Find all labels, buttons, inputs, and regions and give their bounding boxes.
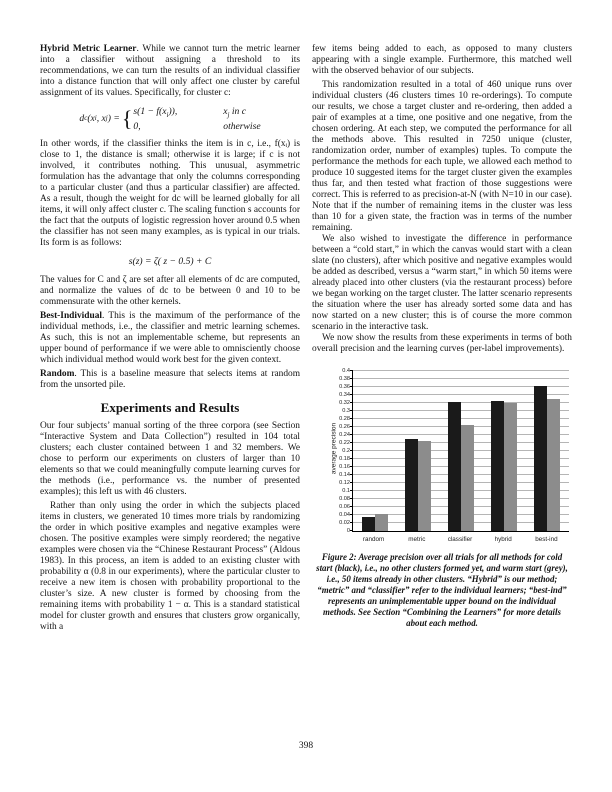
y-tick-mark — [350, 434, 353, 435]
y-tick-label: 0.12 — [339, 480, 350, 486]
figure2-caption: Figure 2: Average precision over all trials for all methods for cold start (black), i.e., no other clusters formed yet, and warm start (grey), i.e., 50 items already in other clusters. “Hybrid” is our method; “metric” and “classifier” refer to the individual learners; “best-ind” represents an unimplementable upper bound on the individual methods. See Section “Combining the Learners” for more details about each method. — [316, 552, 568, 628]
y-tick-label: 0.08 — [339, 496, 350, 502]
y-tick-mark — [350, 530, 353, 531]
paragraph-text: . This is the maximum of the performance of the individual methods, i.e., the classifier and metric learning schemes. As such, this is not an implementable scheme, but represents an upper bound of performance if we were able to omnisciently choose which individual method would work best for the given context. — [40, 310, 300, 365]
case-row — [133, 106, 177, 121]
y-tick-label: 0.06 — [339, 504, 350, 510]
gridline — [353, 370, 569, 371]
y-tick-mark — [350, 498, 353, 499]
y-tick-label: 0.38 — [339, 376, 350, 382]
x-tick-label-hybrid: hybrid — [494, 536, 512, 543]
bar-random-cold-start — [362, 517, 375, 531]
math-subscript: j — [227, 110, 230, 119]
y-tick-mark — [350, 490, 353, 491]
math-token: d — [79, 113, 85, 125]
y-tick-mark — [350, 402, 353, 403]
math-subscript: i — [166, 110, 169, 119]
y-tick-mark — [350, 378, 353, 379]
y-tick-mark — [350, 410, 353, 411]
y-tick-mark — [350, 450, 353, 451]
y-tick-mark — [350, 466, 353, 467]
bar-metric-cold-start — [405, 439, 418, 531]
case-values — [133, 106, 177, 132]
term-best-individual: Best-Individual — [40, 310, 102, 321]
y-tick-mark — [350, 418, 353, 419]
y-tick-label: 0 — [346, 528, 350, 534]
math-token: ) = — [107, 113, 120, 125]
math-token: s(1 − f(x — [133, 106, 167, 117]
y-tick-label: 0.16 — [339, 464, 350, 470]
right-column — [312, 44, 572, 629]
y-tick-label: 0.02 — [339, 520, 350, 526]
figure2-bar-chart — [312, 368, 572, 543]
chart-x-axis-labels — [352, 532, 568, 542]
y-tick-mark — [350, 426, 353, 427]
math-token: (x — [87, 113, 95, 125]
paragraph-hybrid-metric-learner — [40, 44, 300, 99]
term-hybrid-metric-learner: Hybrid Metric Learner — [40, 44, 137, 54]
paragraph-in-other-words: In other words, if the classifier thinks the item is in c, i.e., f(xᵢ) is close to 1, the distance is small; otherwise it is large; if c is not involved, it contributes nothing. This unusual, asymmetric formulation has the advantage that only the columns corresponding to a particular cluster (and thus a particular classifier) are affected. As a result, though the weight for dc will be learned globally for all items, it will only affect cluster c. The scaling function s accounts for the fact that the outputs of logistic regression hover around 0.5 when the classifier has not seen many examples, as is typical in our trials. Its form is as follows: — [40, 138, 300, 248]
equation-2: s(z) = ζ( z − 0.5) + C — [128, 255, 212, 267]
math-subscript: c — [84, 114, 88, 123]
paragraph-text: . This is a baseline measure that selects items at random from the unsorted pile. — [40, 368, 300, 390]
condition-row: otherwise — [223, 120, 261, 132]
math-subscript: j — [105, 114, 108, 123]
bar-metric-warm-start — [418, 441, 431, 531]
paragraph-few-items: few items being added to each, as opposed to many clusters appearing with a single example. Furthermore, this matched well with the observed behavior of our subjects. — [312, 44, 572, 76]
left-column — [40, 44, 300, 633]
paragraph-values-for-c: The values for C and ζ are set after all elements of dc are computed, and normalize the values of dc to be between 0 and 10 to be commensurate with the other kernels. — [40, 274, 300, 307]
y-tick-mark — [350, 370, 353, 371]
case-row: 0, — [133, 120, 141, 132]
y-tick-mark — [350, 394, 353, 395]
math-token: )), — [168, 106, 178, 117]
y-tick-mark — [350, 474, 353, 475]
y-tick-label: 0.4 — [342, 368, 350, 374]
y-tick-mark — [350, 386, 353, 387]
y-tick-label: 0.1 — [342, 488, 350, 494]
paragraph-cold-warm-start: We also wished to investigate the difference in performance between a “cold start,” in which the canvas would start with a clean slate (no clusters), after which positive and negative examples would be added as described, versus a “warm start,” in which 50 items were already placed into other clusters (via the restaurant process) before we began working on the target cluster. The latter scenario represents the situation where the user has already sorted some data and has now started on a new cluster; this is of course the more common scenario in the interactive task. — [312, 234, 572, 332]
bar-classifier-cold-start — [448, 402, 461, 531]
y-tick-label: 0.36 — [339, 384, 350, 390]
math-token: , x — [96, 113, 106, 125]
y-tick-mark — [350, 442, 353, 443]
chart-plot-area — [339, 368, 569, 534]
y-tick-label: 0.2 — [342, 448, 350, 454]
y-tick-mark — [350, 482, 353, 483]
case-conditions — [223, 106, 260, 132]
formula-scaling-function — [40, 256, 300, 268]
y-tick-mark — [350, 522, 353, 523]
y-tick-mark — [350, 514, 353, 515]
bar-classifier-warm-start — [461, 425, 474, 531]
paragraph-text: . While we cannot turn the metric learner into a classifier without assigning a threshold to its recommendations, we can turn the results of an individual classifier into a distance function that will only affect one cluster by careful assignment of its values. Specifically, for cluster c: — [40, 44, 300, 98]
term-random: Random — [40, 368, 75, 379]
paragraph-rather-than: Rather than only using the order in which the subjects placed items in clusters, we generated 10 times more trials by randomizing the order in which positive examples and negative examples were chosen. The positive examples were simply reordered; the negative examples were chosen via the “Chinese Restaurant Process” (Aldous 1983). In this process, an item is added to an existing cluster with probability α (0.8 in our experiments), where the particular cluster to receive a new item is chosen with probability proportional to the cluster’s size. A new cluster is formed by choosing from the remaining items with probability 1 − α. This is a standard statistical model for cluster growth and ensures that clusters grow organically, with a — [40, 500, 300, 632]
y-tick-label: 0.26 — [339, 424, 350, 430]
bar-random-warm-start — [375, 514, 388, 531]
x-tick-label-best-ind: best-ind — [535, 536, 558, 543]
y-tick-label: 0.14 — [339, 472, 350, 478]
y-tick-label: 0.28 — [339, 416, 350, 422]
bar-best-ind-warm-start — [547, 399, 560, 531]
section-heading-experiments-and-results: Experiments and Results — [100, 399, 240, 415]
y-tick-mark — [350, 458, 353, 459]
y-tick-label: 0.04 — [339, 512, 350, 518]
paragraph-best-individual — [40, 311, 300, 366]
y-tick-label: 0.18 — [339, 456, 350, 462]
paragraph-four-subjects: Our four subjects’ manual sorting of the three corpora (see Section “Interactive System and Data Collection”) resulted in 104 total clusters; each cluster contained between 1 and 32 members. We chose to perform our experiments on clusters of larger than 10 elements so that we could meaningfully compute learning curves for the methods (i.e., performance vs. the number of presented examples); this left us with 46 clusters. — [40, 420, 300, 497]
x-tick-label-random: random — [362, 536, 385, 543]
paragraph-randomization-results: This randomization resulted in a total of 460 unique runs over individual clusters (46 clusters times 10 re-orderings). To compute our results, we chose a target cluster and re-ordering, then added a pair of examples at a time, one positive and one negative, from the chosen ordering. At each step, we computed the performance for all the methods above. This resulted in 7250 unique (cluster, randomization order, number of examples) tuples. To compute the performance the methods for each tuple, we allowed each method to produce 10 suggested items for the target cluster given the examples thus far, and then tested what fraction of those suggestions were correct. This is referred to as precision-at-N (with N=10 in our case). Note that if the number of remaining items in the cluster was less than 10 for a given state, the fraction was in terms of the number remaining. — [312, 80, 572, 233]
y-tick-label: 0.3 — [342, 408, 350, 414]
y-tick-label: 0.24 — [339, 432, 350, 438]
equation-1 — [79, 106, 260, 132]
math-token: in c — [229, 106, 247, 117]
x-tick-label-metric: metric — [408, 536, 426, 543]
bar-hybrid-cold-start — [491, 401, 504, 531]
y-tick-label: 0.32 — [339, 400, 350, 406]
chart-y-axis-label: average precision — [330, 422, 338, 475]
math-token: x — [223, 106, 228, 117]
math-subscript: i — [94, 114, 97, 123]
bar-hybrid-warm-start — [504, 403, 517, 531]
y-tick-mark — [350, 506, 353, 507]
paragraph-random — [40, 369, 300, 391]
y-tick-label: 0.34 — [339, 392, 350, 398]
paragraph-we-now-show: We now show the results from these experiments in terms of both overall precision and the learning curves (per-label improvements). — [312, 333, 572, 354]
y-tick-label: 0.22 — [339, 440, 350, 446]
formula-distance-function — [40, 106, 300, 132]
condition-row — [223, 106, 260, 121]
gridline — [353, 378, 569, 379]
page-number: 398 — [298, 741, 314, 751]
curly-brace: { — [121, 105, 133, 131]
bar-best-ind-cold-start — [534, 386, 547, 531]
x-tick-label-classifier: classifier — [447, 536, 473, 543]
